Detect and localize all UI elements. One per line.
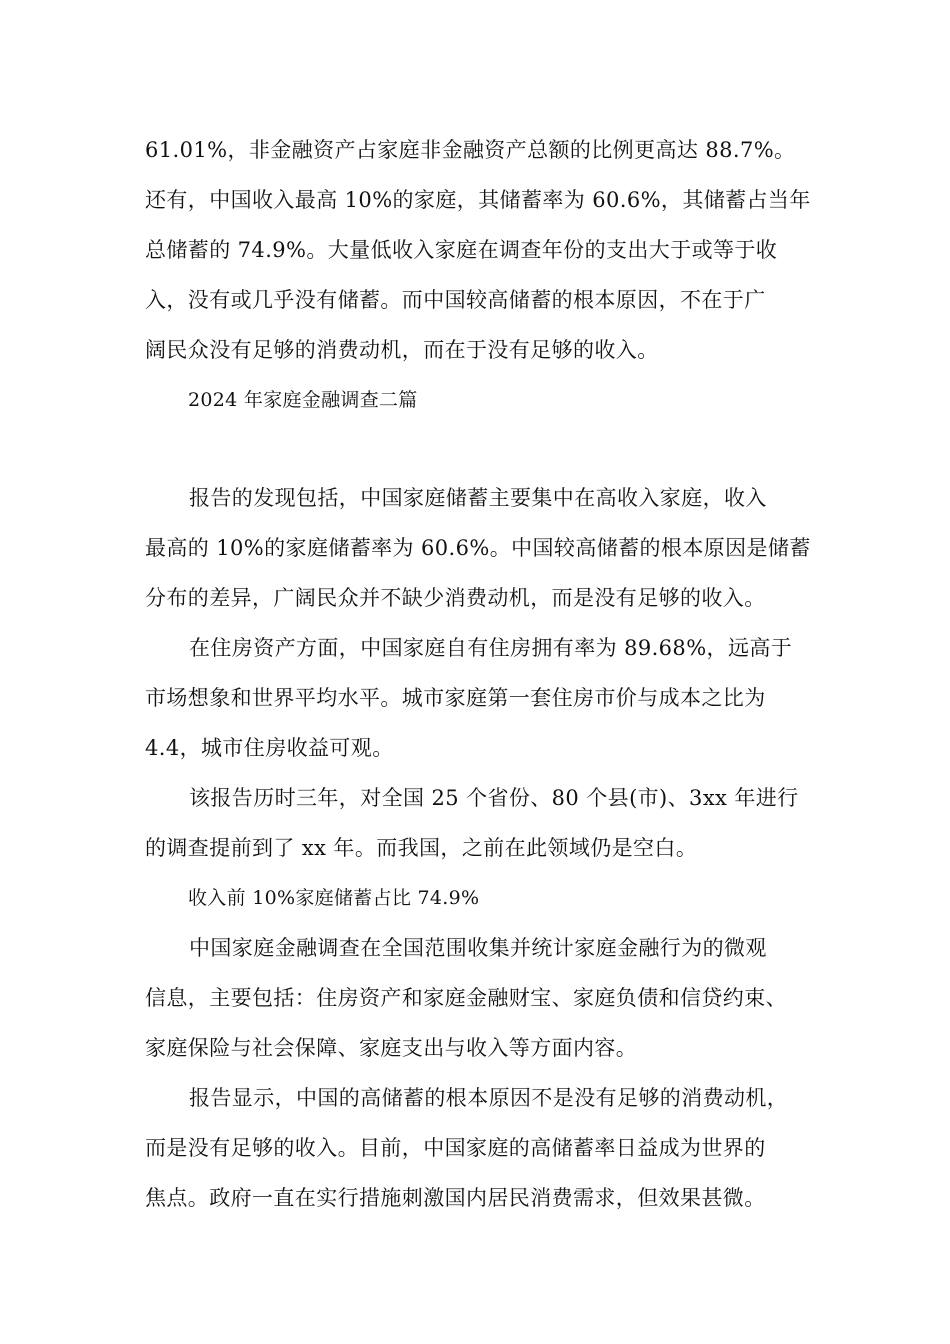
paragraph-line: 阔民众没有足够的消费动机，而在于没有足够的收入。 — [145, 338, 659, 362]
paragraph-line: 分布的差异，广阔民众并不缺少消费动机，而是没有足够的收入。 — [145, 586, 766, 610]
paragraph-line: 信息，主要包括：住房资产和家庭金融财宝、家庭负债和信贷约束、 — [145, 986, 787, 1010]
section-heading: 2024 年家庭金融调查二篇 — [188, 389, 418, 411]
paragraph-line: 报告的发现包括，中国家庭储蓄主要集中在高收入家庭，收入 — [189, 486, 767, 510]
paragraph-line: 焦点。政府一直在实行措施刺激国内居民消费需求，但效果甚微。 — [145, 1186, 766, 1210]
paragraph-line: 市场想象和世界平均水平。城市家庭第一套住房市价与成本之比为 — [145, 686, 766, 710]
paragraph-line: 入，没有或几乎没有储蓄。而中国较高储蓄的根本原因，不在于广 — [145, 288, 766, 312]
paragraph-line: 还有，中国收入最高 10%的家庭，其储蓄率为 60.6%，其储蓄占当年 — [145, 188, 811, 212]
subheading: 收入前 10%家庭储蓄占比 74.9% — [188, 887, 480, 909]
paragraph-line: 最高的 10%的家庭储蓄率为 60.6%。中国较高储蓄的根本原因是储蓄 — [145, 536, 811, 560]
paragraph-line: 该报告历时三年，对全国 25 个省份、80 个县(市)、3xx 年进行 — [189, 786, 799, 810]
paragraph-line: 总储蓄的 74.9%。大量低收入家庭在调查年份的支出大于或等于收 — [145, 238, 778, 262]
paragraph-line: 61.01%，非金融资产占家庭非金融资产总额的比例更高达 88.7%。 — [145, 138, 796, 162]
paragraph-line: 家庭保险与社会保障、家庭支出与收入等方面内容。 — [145, 1036, 638, 1060]
paragraph-line: 的调查提前到了 xx 年。而我国，之前在此领域仍是空白。 — [145, 836, 698, 860]
paragraph-line: 中国家庭金融调查在全国范围收集并统计家庭金融行为的微观 — [189, 936, 767, 960]
paragraph-line: 而是没有足够的收入。目前，中国家庭的高储蓄率日益成为世界的 — [145, 1136, 766, 1160]
paragraph-line: 报告显示，中国的高储蓄的根本原因不是没有足够的消费动机， — [189, 1086, 789, 1110]
paragraph-line: 4.4，城市住房收益可观。 — [145, 736, 394, 760]
paragraph-line: 在住房资产方面，中国家庭自有住房拥有率为 89.68%，远高于 — [189, 636, 793, 660]
